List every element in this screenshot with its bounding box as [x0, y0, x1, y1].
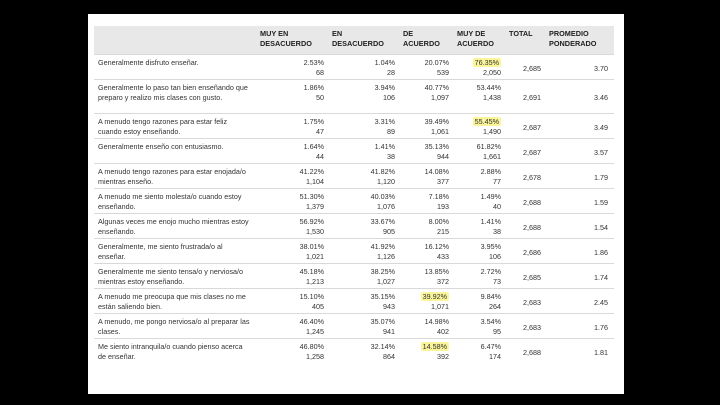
- total-cell: 2,687: [523, 122, 541, 132]
- response-cell-2: [328, 289, 399, 314]
- response-cell-3: [399, 264, 453, 289]
- response-cell-3: [399, 339, 453, 364]
- percent-value: 2.72%: [480, 267, 501, 276]
- table-row: [94, 339, 614, 364]
- response-cell-2: [328, 55, 399, 80]
- percent-value: 76.35%: [474, 58, 499, 67]
- response-cell-1: [256, 139, 328, 164]
- percent-value: 3.94%: [374, 83, 395, 92]
- count-value: 174: [489, 351, 501, 361]
- response-cell-2: [328, 314, 399, 339]
- percent-value: 2.88%: [480, 167, 501, 176]
- count-value: 38: [387, 151, 395, 161]
- percent-value: 14.08%: [424, 167, 449, 176]
- response-cell-3: [399, 114, 453, 139]
- percent-value: 1.86%: [303, 83, 324, 92]
- percent-value: 35.15%: [370, 292, 395, 301]
- weighted-average-cell: 3.49: [594, 122, 608, 132]
- count-value: 372: [437, 276, 449, 286]
- count-value: 106: [383, 92, 395, 102]
- count-value: 215: [437, 226, 449, 236]
- count-value: 377: [437, 176, 449, 186]
- count-value: 1,379: [306, 201, 324, 211]
- percent-value: 16.12%: [424, 242, 449, 251]
- percent-value: 20.07%: [424, 58, 449, 67]
- survey-results-table: [94, 26, 614, 363]
- response-cell-4: [453, 80, 505, 114]
- total-cell: 2,687: [523, 147, 541, 157]
- count-value: 1,076: [377, 201, 395, 211]
- response-cell-3: [399, 55, 453, 80]
- weighted-average-cell: 1.79: [594, 172, 608, 182]
- response-cell-4: [453, 289, 505, 314]
- count-value: 1,104: [306, 176, 324, 186]
- count-value: 1,438: [483, 92, 501, 102]
- count-value: 40: [493, 201, 501, 211]
- percent-value: 40.03%: [370, 192, 395, 201]
- count-value: 1,027: [377, 276, 395, 286]
- count-value: 1,071: [431, 301, 449, 311]
- percent-value: 3.95%: [480, 242, 501, 251]
- percent-value: 55.45%: [474, 117, 499, 126]
- header-question: [94, 26, 256, 55]
- table-row: [94, 289, 614, 314]
- count-value: 44: [316, 151, 324, 161]
- percent-value: 3.54%: [480, 317, 501, 326]
- header-total: TOTAL: [505, 26, 545, 55]
- response-cell-3: [399, 189, 453, 214]
- percent-value: 14.98%: [424, 317, 449, 326]
- question-cell: A menudo tengo razones para estar enojada/o mientras enseño.: [98, 167, 246, 186]
- count-value: 905: [383, 226, 395, 236]
- response-cell-1: [256, 80, 328, 114]
- response-cell-4: [453, 164, 505, 189]
- response-cell-1: [256, 114, 328, 139]
- percent-value: 41.22%: [299, 167, 324, 176]
- weighted-average-cell: 3.57: [594, 147, 608, 157]
- header-de-acuerdo: DE ACUERDO: [399, 26, 453, 55]
- percent-value: 45.18%: [299, 267, 324, 276]
- percent-value: 61.82%: [476, 142, 501, 151]
- percent-value: 1.41%: [480, 217, 501, 226]
- percent-value: 1.75%: [303, 117, 324, 126]
- response-cell-1: [256, 314, 328, 339]
- percent-value: 15.10%: [299, 292, 324, 301]
- total-cell: 2,683: [523, 322, 541, 332]
- percent-value: 40.77%: [424, 83, 449, 92]
- response-cell-2: [328, 139, 399, 164]
- total-cell: 2,678: [523, 172, 541, 182]
- percent-value: 35.13%: [424, 142, 449, 151]
- response-cell-3: [399, 139, 453, 164]
- total-cell: 2,688: [523, 197, 541, 207]
- response-cell-1: [256, 189, 328, 214]
- question-cell: A menudo, me pongo nerviosa/o al preparar las clases.: [98, 317, 250, 336]
- percent-value: 39.92%: [422, 292, 447, 301]
- percent-value: 9.84%: [480, 292, 501, 301]
- count-value: 2,050: [483, 67, 501, 77]
- question-cell: Algunas veces me enojo mucho mientras estoy enseñando.: [98, 217, 249, 236]
- response-cell-2: [328, 339, 399, 364]
- percent-value: 6.47%: [480, 342, 501, 351]
- percent-value: 13.85%: [424, 267, 449, 276]
- percent-value: 1.41%: [374, 142, 395, 151]
- count-value: 941: [383, 326, 395, 336]
- total-cell: 2,691: [523, 93, 541, 103]
- response-cell-1: [256, 264, 328, 289]
- percent-value: 1.64%: [303, 142, 324, 151]
- count-value: 38: [493, 226, 501, 236]
- count-value: 95: [493, 326, 501, 336]
- percent-value: 3.31%: [374, 117, 395, 126]
- response-cell-2: [328, 214, 399, 239]
- response-cell-1: [256, 214, 328, 239]
- response-cell-4: [453, 214, 505, 239]
- question-cell: Generalmente disfruto enseñar.: [98, 58, 199, 67]
- weighted-average-cell: 3.70: [594, 63, 608, 73]
- weighted-average-cell: 1.86: [594, 247, 608, 257]
- response-cell-4: [453, 189, 505, 214]
- response-cell-2: [328, 164, 399, 189]
- count-value: 1,245: [306, 326, 324, 336]
- count-value: 68: [316, 67, 324, 77]
- count-value: 539: [437, 67, 449, 77]
- percent-value: 56.92%: [299, 217, 324, 226]
- response-cell-1: [256, 55, 328, 80]
- count-value: 1,097: [431, 92, 449, 102]
- count-value: 392: [437, 351, 449, 361]
- response-cell-4: [453, 139, 505, 164]
- count-value: 106: [489, 251, 501, 261]
- response-cell-3: [399, 214, 453, 239]
- total-cell: 2,686: [523, 247, 541, 257]
- header-muy-en-desacuerdo: MUY EN DESACUERDO: [256, 26, 328, 55]
- count-value: 1,661: [483, 151, 501, 161]
- percent-value: 38.01%: [299, 242, 324, 251]
- table-row: [94, 314, 614, 339]
- response-cell-4: [453, 314, 505, 339]
- percent-value: 35.07%: [370, 317, 395, 326]
- percent-value: 32.14%: [370, 342, 395, 351]
- count-value: 28: [387, 67, 395, 77]
- response-cell-3: [399, 289, 453, 314]
- response-cell-3: [399, 239, 453, 264]
- total-cell: 2,685: [523, 272, 541, 282]
- response-cell-3: [399, 80, 453, 114]
- percent-value: 41.82%: [370, 167, 395, 176]
- count-value: 1,061: [431, 126, 449, 136]
- table-row: [94, 264, 614, 289]
- response-cell-4: [453, 114, 505, 139]
- question-cell: Me siento intranquila/o cuando pienso acerca de enseñar.: [98, 342, 243, 361]
- percent-value: 46.40%: [299, 317, 324, 326]
- response-cell-2: [328, 189, 399, 214]
- question-cell: A menudo tengo razones para estar feliz cuando estoy enseñando.: [98, 117, 228, 136]
- response-cell-4: [453, 264, 505, 289]
- response-cell-2: [328, 264, 399, 289]
- count-value: 1,530: [306, 226, 324, 236]
- response-cell-1: [256, 164, 328, 189]
- total-cell: 2,688: [523, 347, 541, 357]
- table-row: [94, 139, 614, 164]
- weighted-average-cell: 1.54: [594, 222, 608, 232]
- table-row: [94, 214, 614, 239]
- count-value: 193: [437, 201, 449, 211]
- weighted-average-cell: 1.59: [594, 197, 608, 207]
- response-cell-3: [399, 314, 453, 339]
- question-cell: Generalmente, me siento frustrada/o al enseñar.: [98, 242, 223, 261]
- question-cell: A menudo me preocupa que mis clases no me están saliendo bien.: [98, 292, 246, 311]
- count-value: 50: [316, 92, 324, 102]
- response-cell-2: [328, 80, 399, 114]
- percent-value: 33.67%: [370, 217, 395, 226]
- table-row: [94, 164, 614, 189]
- total-cell: 2,683: [523, 297, 541, 307]
- count-value: 1,213: [306, 276, 324, 286]
- response-cell-1: [256, 289, 328, 314]
- table-row: [94, 55, 614, 80]
- response-cell-2: [328, 114, 399, 139]
- question-cell: Generalmente enseño con entusiasmo.: [98, 142, 224, 151]
- percent-value: 51.30%: [299, 192, 324, 201]
- total-cell: 2,685: [523, 63, 541, 73]
- count-value: 1,021: [306, 251, 324, 261]
- document-page: [88, 14, 624, 394]
- question-cell: Generalmente me siento tensa/o y nerviosa/o mientras estoy enseñando.: [98, 267, 244, 286]
- weighted-average-cell: 1.74: [594, 272, 608, 282]
- count-value: 47: [316, 126, 324, 136]
- table-row: [94, 80, 614, 114]
- count-value: 264: [489, 301, 501, 311]
- header-promedio-ponderado: PROMEDIO PONDERADO: [545, 26, 614, 55]
- percent-value: 46.80%: [299, 342, 324, 351]
- question-cell: Generalmente lo paso tan bien enseñando que preparo y realizo mis clases con gusto.: [98, 83, 248, 102]
- count-value: 1,120: [377, 176, 395, 186]
- response-cell-2: [328, 239, 399, 264]
- weighted-average-cell: 1.81: [594, 347, 608, 357]
- response-cell-4: [453, 339, 505, 364]
- table-header-row: [94, 26, 614, 55]
- count-value: 89: [387, 126, 395, 136]
- percent-value: 1.49%: [480, 192, 501, 201]
- table-row: [94, 189, 614, 214]
- count-value: 405: [312, 301, 324, 311]
- count-value: 1,126: [377, 251, 395, 261]
- count-value: 402: [437, 326, 449, 336]
- table-row: [94, 114, 614, 139]
- weighted-average-cell: 2.45: [594, 297, 608, 307]
- table-row: [94, 239, 614, 264]
- response-cell-4: [453, 239, 505, 264]
- response-cell-1: [256, 339, 328, 364]
- weighted-average-cell: 3.46: [594, 93, 608, 103]
- count-value: 943: [383, 301, 395, 311]
- percent-value: 14.58%: [422, 342, 447, 351]
- count-value: 73: [493, 276, 501, 286]
- header-muy-de-acuerdo: MUY DE ACUERDO: [453, 26, 505, 55]
- percent-value: 53.44%: [476, 83, 501, 92]
- count-value: 944: [437, 151, 449, 161]
- count-value: 1,490: [483, 126, 501, 136]
- count-value: 77: [493, 176, 501, 186]
- question-cell: A menudo me siento molesta/o cuando estoy enseñando.: [98, 192, 242, 211]
- weighted-average-cell: 1.76: [594, 322, 608, 332]
- count-value: 433: [437, 251, 449, 261]
- count-value: 864: [383, 351, 395, 361]
- count-value: 1,258: [306, 351, 324, 361]
- percent-value: 2.53%: [303, 58, 324, 67]
- response-cell-4: [453, 55, 505, 80]
- total-cell: 2,688: [523, 222, 541, 232]
- percent-value: 7.18%: [428, 192, 449, 201]
- percent-value: 38.25%: [370, 267, 395, 276]
- response-cell-1: [256, 239, 328, 264]
- percent-value: 39.49%: [424, 117, 449, 126]
- percent-value: 1.04%: [374, 58, 395, 67]
- header-en-desacuerdo: EN DESACUERDO: [328, 26, 399, 55]
- percent-value: 41.92%: [370, 242, 395, 251]
- response-cell-3: [399, 164, 453, 189]
- percent-value: 8.00%: [428, 217, 449, 226]
